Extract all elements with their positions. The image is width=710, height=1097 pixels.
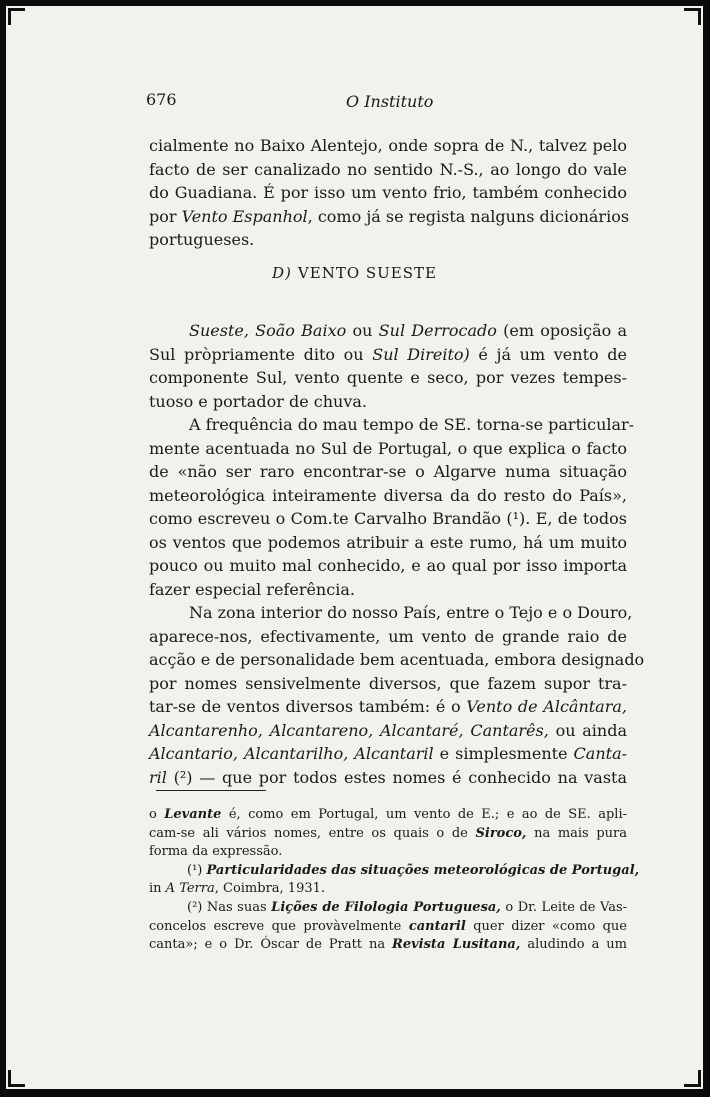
text-line: Alcantarenho, Alcantareno, Alcantaré, Cantarês, ou ainda [149, 720, 627, 740]
text-line: por Vento Espanhol, como já se regista nalguns dicionários [149, 206, 630, 226]
text-line: portugueses. [149, 230, 255, 249]
text-line: cialmente no Baixo Alentejo, onde sopra de N., talvez pelo [149, 136, 627, 155]
text-line: Sul pròpriamente dito ou Sul Direito) é já um vento de [149, 344, 628, 364]
text-line: pouco ou muito mal conhecido, e ao qual por isso importa [149, 556, 627, 575]
crop-mark [8, 1070, 25, 1087]
footnote-divider [156, 790, 266, 791]
footnote-line: concelos escreve que provàvelmente cantaril quer dizer «como que [149, 918, 627, 934]
footnote-line: cam-se ali vários nomes, entre os quais o de Siroco, na mais pura [149, 825, 627, 841]
text-line: Sueste, Soão Baixo ou Sul Derrocado (em oposição a [189, 321, 628, 340]
text-line: componente Sul, vento quente e seco, por vezes tempes- [149, 368, 627, 387]
footnote-line: forma da expressão. [149, 844, 283, 860]
footnote-line: o Levante é, como em Portugal, um vento de E.; e ao de SE. apli- [149, 807, 627, 822]
paragraph-3 [149, 413, 635, 601]
crop-mark [684, 1070, 701, 1087]
scanned-page [6, 6, 703, 1089]
running-title: O Instituto [346, 92, 434, 111]
text-line: tuoso e portador de chuva. [149, 391, 367, 411]
footnotes [149, 806, 640, 955]
text-line: meteorológica inteiramente diversa da do resto do País», [149, 485, 627, 505]
crop-mark [8, 8, 25, 25]
text-line: de «não ser raro encontrar-se o Algarve numa situação [149, 462, 627, 481]
text-line: Na zona interior do nosso País, entre o Tejo e o Douro, [189, 603, 633, 622]
text-line: do Guadiana. É por isso um vento frio, também conhecido [149, 183, 627, 202]
text-line: acção e de personalidade bem acentuada, embora designado [149, 650, 645, 669]
text-line: tar-se de ventos diversos também: é o Vento de Alcântara, [149, 697, 627, 716]
text-line: aparece-nos, efectivamente, um vento de grande raio de [149, 626, 627, 646]
text-line: ril (²) — que por todos estes nomes é conhecido na vasta [149, 767, 627, 787]
footnote-line: in A Terra, Coimbra, 1931. [149, 881, 326, 897]
text-line: mente acentuada no Sul de Portugal, o que explica o facto [149, 438, 627, 458]
paragraph-2 [149, 319, 627, 413]
text-line: Alcantario, Alcantarilho, Alcantaril e simplesmente Canta- [149, 744, 628, 763]
footnote-line: canta»; e o Dr. Óscar de Pratt na Revista Lusitana, aludindo a um [149, 937, 627, 953]
text-line: os ventos que podemos atribuir a este rumo, há um muito [149, 532, 627, 552]
footnote-1: (¹) Particularidades das situações meteorológicas de Portugal, [187, 862, 640, 878]
text-line: por nomes sensivelmente diversos, que fazem supor tra- [149, 673, 627, 693]
paragraph-1 [149, 134, 630, 252]
page-number: 676 [146, 90, 177, 109]
section-title: VENTO SUESTE [297, 264, 437, 282]
section-heading [6, 264, 703, 282]
crop-mark [684, 8, 701, 25]
text-line: facto de ser canalizado no sentido N.-S., ao longo do vale [149, 159, 627, 179]
text-line: A frequência do mau tempo de SE. torna-se particular- [189, 415, 635, 434]
text-line: como escreveu o Com.te Carvalho Brandão (¹). E, de todos [149, 509, 627, 528]
footnote-2: (²) Nas suas Lições de Filologia Portuguesa, o Dr. Leite de Vas- [187, 899, 628, 915]
paragraph-4 [149, 601, 645, 789]
text-line: fazer especial referência. [149, 579, 355, 599]
section-letter: D) [272, 264, 292, 282]
